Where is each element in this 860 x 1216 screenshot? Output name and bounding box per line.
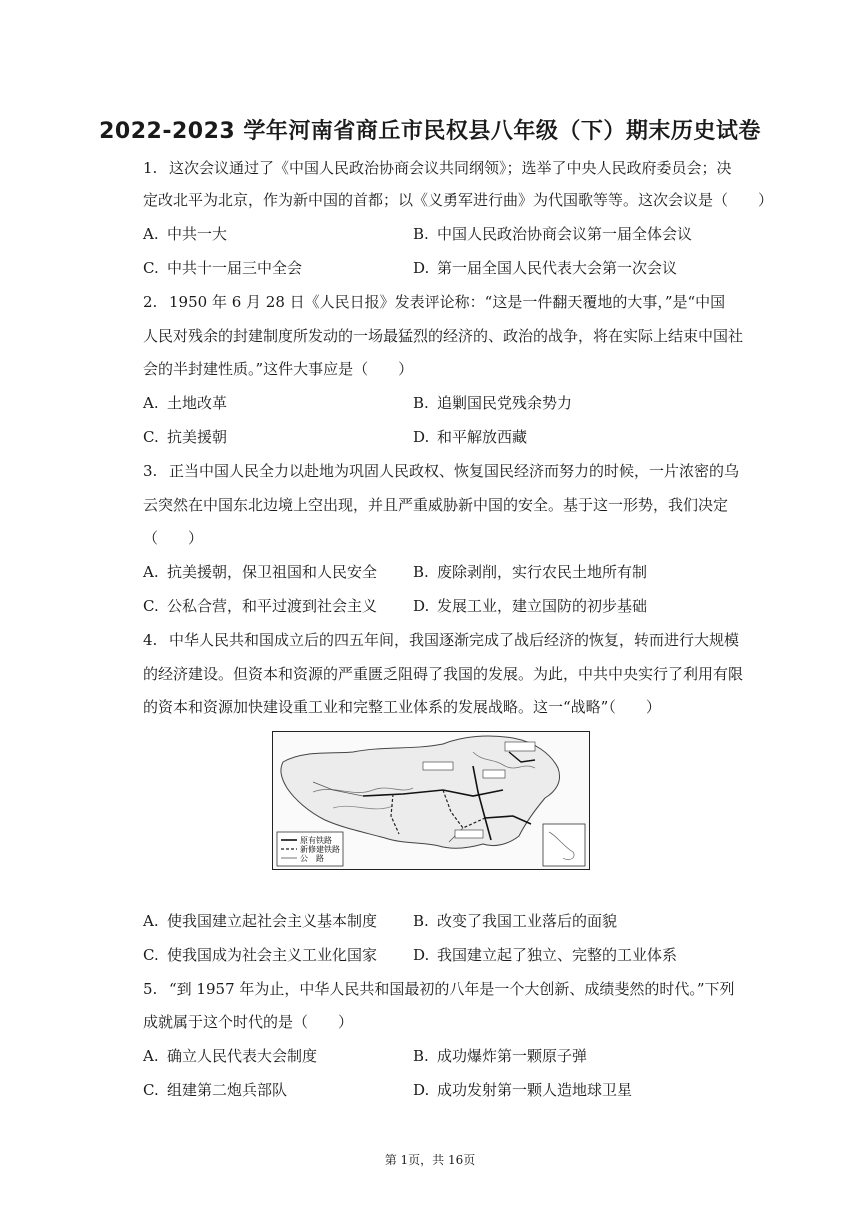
option-text: 和平解放西藏 [437, 428, 528, 446]
q1-option-c[interactable] [143, 258, 302, 278]
option-letter: D. [413, 428, 430, 446]
option-letter: A. [143, 394, 159, 412]
question-5-stem-line-1 [143, 979, 735, 999]
option-letter: B. [413, 394, 429, 412]
question-1-stem-line-1 [143, 158, 732, 178]
china-map-illustration [273, 732, 589, 869]
q1-option-b[interactable] [413, 224, 692, 244]
q3-option-a[interactable] [143, 562, 377, 582]
option-text: 中国人民政治协商会议第一届全体会议 [437, 225, 693, 243]
question-number: 1. [143, 159, 158, 177]
question-number: 4. [143, 631, 158, 649]
option-letter: D. [413, 259, 430, 277]
q4-option-c[interactable] [143, 945, 377, 965]
q2-option-c[interactable] [143, 427, 227, 447]
question-3-stem-line-3: （ ） [143, 529, 204, 547]
railway-map-figure [272, 731, 590, 870]
option-letter: B. [413, 1047, 429, 1065]
question-3-stem-line-1 [143, 461, 739, 481]
option-letter: C. [143, 946, 159, 964]
q4-option-b[interactable] [413, 911, 617, 931]
option-letter: B. [413, 563, 429, 581]
option-text: 发展工业，建立国防的初步基础 [437, 597, 648, 615]
option-text: 确立人民代表大会制度 [167, 1047, 318, 1065]
option-text: 成功发射第一颗人造地球卫星 [437, 1081, 633, 1099]
option-text: 抗美援朝，保卫祖国和人民安全 [167, 563, 378, 581]
option-letter: B. [413, 912, 429, 930]
stem-text: 正当中国人民全力以赴地为巩固人民政权、恢复国民经济而努力的时候，一片浓密的乌 [169, 462, 740, 480]
legend-new-railway: 新修建铁路 [300, 845, 340, 854]
option-text: 成功爆炸第一颗原子弹 [437, 1047, 588, 1065]
option-text: 公私合营，和平过渡到社会主义 [167, 597, 378, 615]
q2-option-d[interactable] [413, 427, 527, 447]
stem-text: 这次会议通过了《中国人民政治协商会议共同纲领》；选举了中央人民政府委员会；决 [169, 159, 732, 177]
exam-title: 2022-2023 学年河南省商丘市民权县八年级（下）期末历史试卷 [99, 119, 761, 144]
stem-text: 中华人民共和国成立后的四五年间，我国逐渐完成了战后经济的恢复，转而进行大规模 [169, 631, 740, 649]
q5-option-a[interactable] [143, 1046, 317, 1066]
stem-text: 1950 年 6 月 28 日《人民日报》发表评论称：“这是一件翻天覆地的大事，”是“中国 [169, 293, 726, 311]
question-2-stem-line-3: 会的半封建性质。”这件大事应是（ ） [143, 360, 414, 378]
option-text: 我国建立起了独立、完整的工业体系 [437, 946, 678, 964]
q1-option-d[interactable] [413, 258, 677, 278]
option-letter: A. [143, 225, 159, 243]
q5-option-c[interactable] [143, 1080, 287, 1100]
option-text: 使我国成为社会主义工业化国家 [167, 946, 378, 964]
option-letter: A. [143, 1047, 159, 1065]
question-4-stem-line-3: 的资本和资源加快建设重工业和完整工业体系的发展战略。这一“战略”（ ） [143, 698, 661, 716]
option-text: 追剿国民党残余势力 [437, 394, 573, 412]
q5-option-d[interactable] [413, 1080, 632, 1100]
stem-text: “到 1957 年为止，中华人民共和国最初的八年是一个大创新、成绩斐然的时代。”下列 [169, 980, 735, 998]
option-text: 组建第二炮兵部队 [167, 1081, 288, 1099]
q4-option-a[interactable] [143, 911, 377, 931]
option-letter: A. [143, 912, 159, 930]
option-text: 废除剥削，实行农民土地所有制 [437, 563, 648, 581]
option-text: 土地改革 [167, 394, 228, 412]
option-text: 中共一大 [167, 225, 228, 243]
question-number: 5. [143, 980, 158, 998]
option-letter: C. [143, 597, 159, 615]
question-1-stem-line-2: 定改北平为北京，作为新中国的首都；以《义勇军进行曲》为代国歌等等。这次会议是（ ） [143, 191, 774, 209]
option-letter: D. [413, 1081, 430, 1099]
q3-option-c[interactable] [143, 596, 377, 616]
q1-option-a[interactable] [143, 224, 227, 244]
option-text: 抗美援朝 [167, 428, 228, 446]
question-number: 2. [143, 293, 158, 311]
option-letter: D. [413, 946, 430, 964]
legend-highway: 公 路 [300, 854, 324, 863]
option-letter: A. [143, 563, 159, 581]
question-2-stem-line-2: 人民对残余的封建制度所发动的一场最猛烈的经济的、政治的战争，将在实际上结束中国社 [143, 327, 744, 345]
q5-option-b[interactable] [413, 1046, 587, 1066]
option-text: 使我国建立起社会主义基本制度 [167, 912, 378, 930]
question-4-stem-line-2: 的经济建设。但资本和资源的严重匮乏阻碍了我国的发展。为此，中共中央实行了利用有限 [143, 665, 744, 683]
q3-option-b[interactable] [413, 562, 647, 582]
option-letter: D. [413, 597, 430, 615]
option-letter: C. [143, 1081, 159, 1099]
option-letter: B. [413, 225, 429, 243]
question-2-stem-line-1 [143, 292, 725, 312]
q4-option-d[interactable] [413, 945, 677, 965]
option-letter: C. [143, 259, 159, 277]
option-text: 第一届全国人民代表大会第一次会议 [437, 259, 678, 277]
option-letter: C. [143, 428, 159, 446]
q2-option-b[interactable] [413, 393, 572, 413]
option-text: 中共十一届三中全会 [167, 259, 303, 277]
option-text: 改变了我国工业落后的面貌 [437, 912, 618, 930]
question-5-stem-line-2: 成就属于这个时代的是（ ） [143, 1013, 354, 1031]
q3-option-d[interactable] [413, 596, 647, 616]
page-footer: 第 1页，共 16页 [384, 1153, 476, 1167]
question-number: 3. [143, 462, 158, 480]
legend-existing-railway: 原有铁路 [300, 836, 332, 845]
question-4-stem-line-1 [143, 630, 739, 650]
question-3-stem-line-2: 云突然在中国东北边境上空出现，并且严重威胁新中国的安全。基于这一形势，我们决定 [143, 496, 729, 514]
q2-option-a[interactable] [143, 393, 227, 413]
